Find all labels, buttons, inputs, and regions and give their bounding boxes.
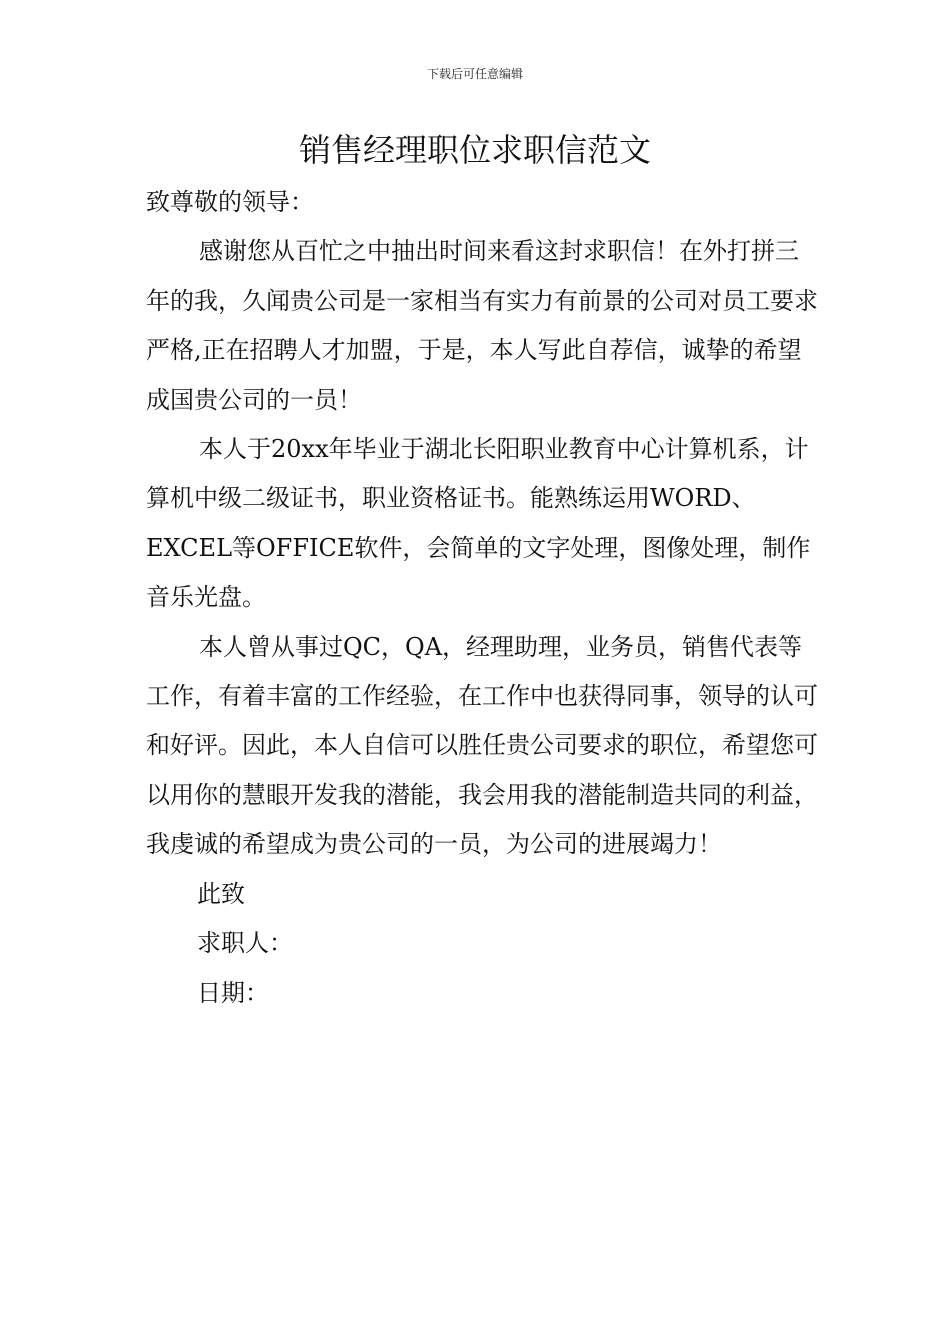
paragraph-intro: 感谢您从百忙之中抽出时间来看这封求职信！在外打拼三年的我，久闻贵公司是一家相当有实力有前景的公司对员工要求严格,正在招聘人才加盟，于是，本人写此自荐信，诚挚的希望成国贵公司的一员！ bbox=[146, 237, 818, 414]
date-label: 日期： bbox=[197, 978, 269, 1007]
paragraph-education: 本人于20xx年毕业于湖北长阳职业教育中心计算机系，计算机中级二级证书，职业资格证书。能熟练运用WORD、EXCEL等OFFICE软件，会简单的文字处理，图像处理，制作音乐光盘。 bbox=[146, 435, 811, 612]
page-header-note: 下载后可任意编辑 bbox=[426, 67, 523, 81]
paragraph-experience: 本人曾从事过QC，QA，经理助理，业务员，销售代表等工作，有着丰富的工作经验，在工作中也获得同事，领导的认可和好评。因此，本人自信可以胜任贵公司要求的职位，希望您可以用你的慧眼开发我的潜能，我会用我的潜能制造共同的利益，我虔诚的希望成为贵公司的一员，为公司的进展竭力！ bbox=[146, 632, 818, 859]
letter-body bbox=[146, 178, 818, 1018]
closing-text: 此致 bbox=[197, 879, 245, 908]
document-title: 销售经理职位求职信范文 bbox=[298, 131, 651, 169]
applicant-label: 求职人： bbox=[197, 929, 293, 958]
salutation: 致尊敬的领导： bbox=[146, 188, 314, 216]
